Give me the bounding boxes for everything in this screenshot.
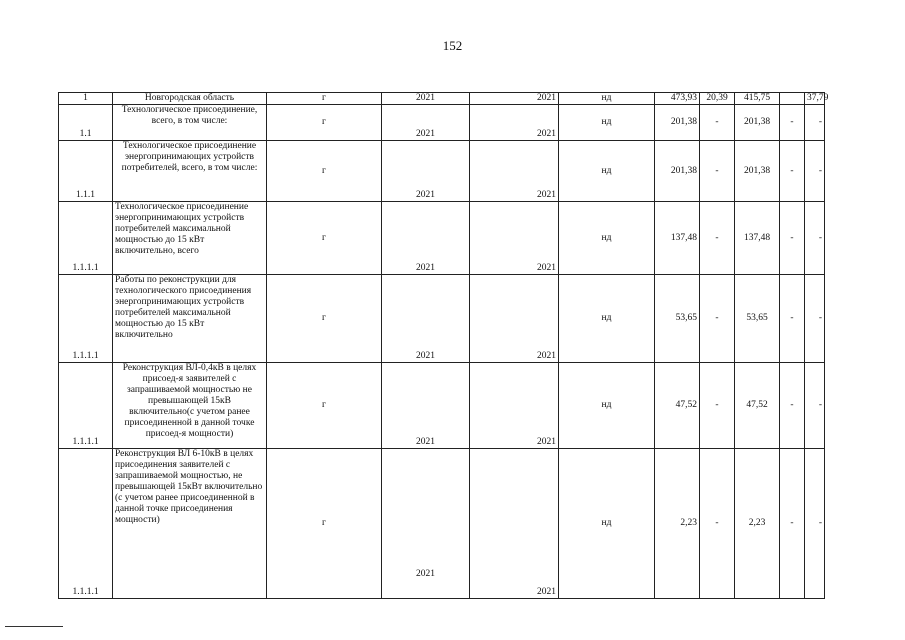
row-value-3: 53,65 — [735, 275, 780, 363]
row-value-3: 201,38 — [735, 105, 780, 141]
row-value-3: 2,23 — [735, 449, 780, 599]
row-value-1: 201,38 — [655, 141, 700, 202]
table-row — [59, 93, 825, 105]
row-year-start: 2021 — [382, 275, 470, 363]
row-year-start: 2021 — [382, 363, 470, 449]
row-type: г — [267, 93, 382, 105]
row-nd: нд — [559, 93, 655, 105]
row-code: 1.1.1.1 — [59, 363, 113, 449]
row-nd: нд — [559, 363, 655, 449]
row-code: 1.1.1 — [59, 141, 113, 202]
row-name: Технологическое присоединение, всего, в том числе: — [113, 105, 267, 141]
row-nd: нд — [559, 449, 655, 599]
row-value-5: 37,79 — [805, 93, 825, 105]
row-year-end: 2021 — [470, 93, 559, 105]
row-value-2: - — [700, 449, 735, 599]
row-value-4: - — [780, 105, 805, 141]
row-value-1: 47,52 — [655, 363, 700, 449]
row-nd: нд — [559, 141, 655, 202]
table-row — [59, 202, 825, 275]
table-row — [59, 275, 825, 363]
table-row — [59, 449, 825, 599]
row-value-4: - — [780, 275, 805, 363]
row-code: 1.1.1.1 — [59, 202, 113, 275]
row-year-start: 2021 — [382, 449, 470, 599]
document-table — [58, 92, 829, 599]
row-value-3: 137,48 — [735, 202, 780, 275]
row-type: г — [267, 275, 382, 363]
row-type: г — [267, 202, 382, 275]
row-year-start: 2021 — [382, 141, 470, 202]
row-year-end: 2021 — [470, 105, 559, 141]
row-year-start: 2021 — [382, 93, 470, 105]
row-value-1: 473,93 — [655, 93, 700, 105]
row-value-1: 53,65 — [655, 275, 700, 363]
row-type: г — [267, 363, 382, 449]
row-value-1: 201,38 — [655, 105, 700, 141]
row-value-3: 415,75 — [735, 93, 780, 105]
row-nd: нд — [559, 105, 655, 141]
table-body — [59, 93, 829, 599]
row-year-start: 2021 — [382, 202, 470, 275]
row-name: Работы по реконструкции для технологического присоединения энергопринимающих устройств потребителей максимальной мощностью до 15 кВт включительно — [113, 275, 267, 363]
row-year-end: 2021 — [470, 449, 559, 599]
row-year-end: 2021 — [470, 141, 559, 202]
row-value-2: - — [700, 141, 735, 202]
row-name: Реконструкция ВЛ-0,4кВ в целях присоед-я заявителей с запрашиваемой мощностью не превышающей 15кВ включительно(с учетом ранее присоединенной в данной точке присоед-я мощности) — [113, 363, 267, 449]
row-year-start: 2021 — [382, 105, 470, 141]
row-value-3: 47,52 — [735, 363, 780, 449]
page-number: 152 — [442, 38, 463, 53]
row-name: Технологическое присоединение энергопринимающих устройств потребителей, всего, в том числе: — [113, 141, 267, 202]
row-value-4: - — [780, 363, 805, 449]
row-name: Технологическое присоединение энергопринимающих устройств потребителей максимальной мощностью до 15 кВт включительно, всего — [113, 202, 267, 275]
row-value-2: - — [700, 105, 735, 141]
row-name: Реконструкция ВЛ 6-10кВ в целях присоединения заявителей с запрашиваемой мощностью, не превышающей 15кВт включительно (с учетом ранее присоединенной в данной точке присоединения мощности) — [113, 449, 267, 599]
row-name: Новгородская область — [113, 93, 267, 105]
row-value-2: - — [700, 275, 735, 363]
row-value-5: - — [805, 275, 825, 363]
row-year-end: 2021 — [470, 363, 559, 449]
row-code: 1 — [59, 93, 113, 105]
table-row — [59, 105, 825, 141]
table-row — [59, 141, 825, 202]
row-value-5: - — [805, 449, 825, 599]
row-year-end: 2021 — [470, 275, 559, 363]
row-code: 1.1.1.1 — [59, 449, 113, 599]
row-value-2: - — [700, 363, 735, 449]
row-code: 1.1 — [59, 105, 113, 141]
row-value-1: 2,23 — [655, 449, 700, 599]
row-value-4: - — [780, 141, 805, 202]
row-code: 1.1.1.1 — [59, 275, 113, 363]
row-value-2: - — [700, 202, 735, 275]
row-value-4 — [780, 93, 805, 105]
row-nd: нд — [559, 202, 655, 275]
row-value-1: 137,48 — [655, 202, 700, 275]
table-row — [59, 363, 825, 449]
row-value-2: 20,39 — [700, 93, 735, 105]
row-value-5: - — [805, 105, 825, 141]
row-type: г — [267, 105, 382, 141]
row-value-3: 201,38 — [735, 141, 780, 202]
row-value-4: - — [780, 449, 805, 599]
row-year-end: 2021 — [470, 202, 559, 275]
row-value-5: - — [805, 202, 825, 275]
row-type: г — [267, 141, 382, 202]
row-value-5: - — [805, 363, 825, 449]
row-value-4: - — [780, 202, 805, 275]
row-type: г — [267, 449, 382, 599]
footer-rule — [5, 626, 63, 627]
row-nd: нд — [559, 275, 655, 363]
row-value-5: - — [805, 141, 825, 202]
